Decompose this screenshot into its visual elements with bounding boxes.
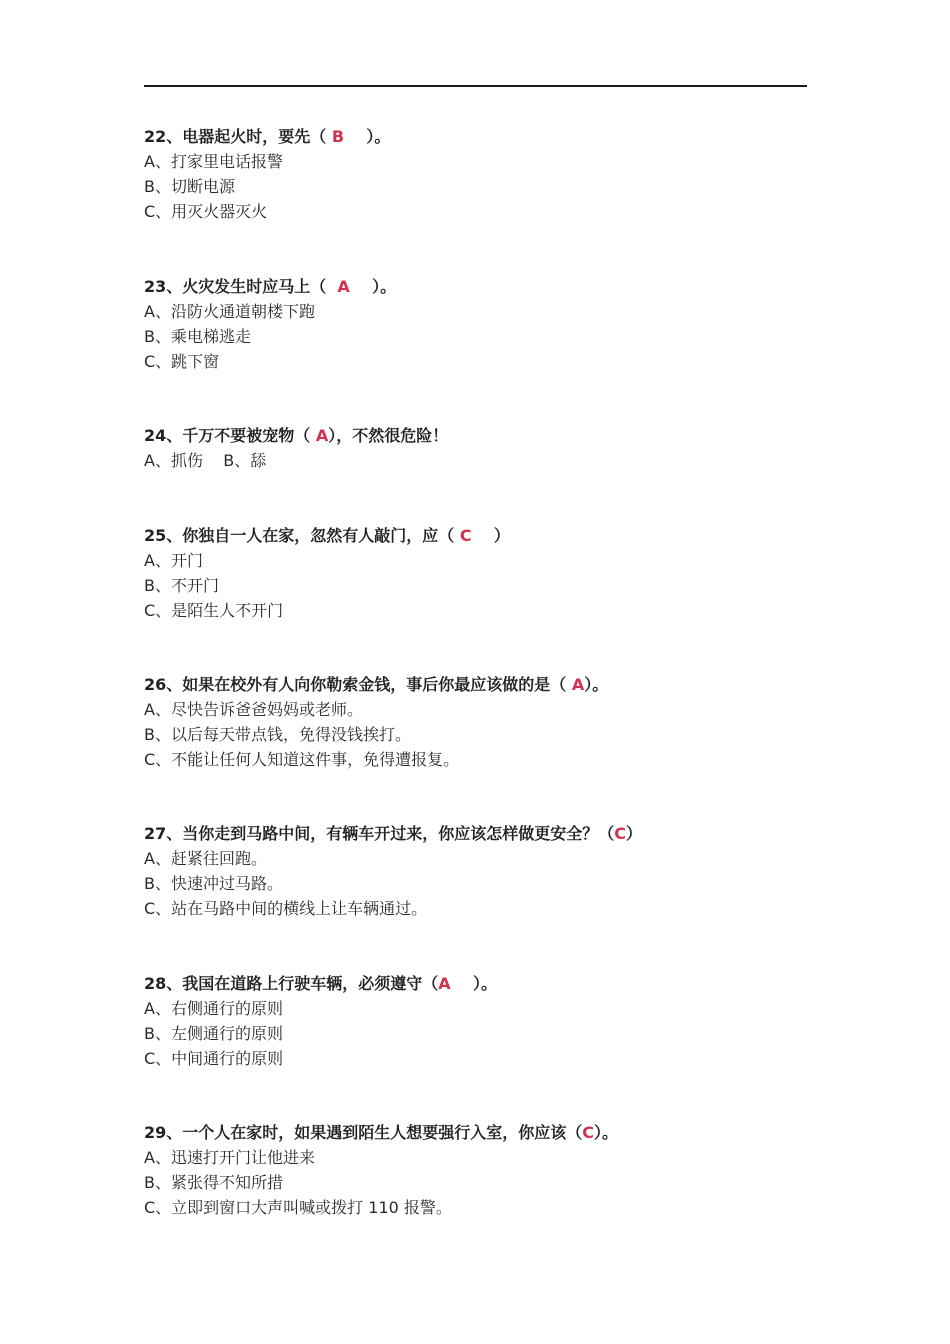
option-b: B、以后每天带点钱，免得没钱挨打。 [144,725,411,744]
option-a: A、迅速打开门让他进来 [144,1148,315,1167]
stem-text: 22、电器起火时，要先（ [144,127,332,146]
answer-letter: B [331,127,345,146]
question-24 [144,423,824,473]
stem-tail: ）。 [594,1123,619,1142]
answer-letter: C [582,1123,595,1142]
answer-letter: C [459,526,472,545]
question-stem [144,1120,824,1145]
stem-tail: ） [471,526,510,545]
question-29 [144,1120,824,1220]
question-stem [144,672,824,697]
stem-tail: ）。 [344,127,391,146]
stem-tail: ） [626,824,643,843]
option-b: B、乘电梯逃走 [144,327,251,346]
stem-text: 26、如果在校外有人向你勒索金钱，事后你最应该做的是（ [144,675,572,694]
option-c: C、跳下窗 [144,352,220,371]
answer-letter: A [337,277,350,296]
option-b: B、不开门 [144,576,219,595]
option-c: C、中间通行的原则 [144,1049,284,1068]
question-stem [144,124,824,149]
answer-letter: A [438,974,451,993]
option-b: B、快速冲过马路。 [144,874,283,893]
option-a: A、右侧通行的原则 [144,999,283,1018]
option-ab: A、抓伤 B、舔 [144,451,267,470]
question-stem [144,971,824,996]
option-c: C、用灭火器灭火 [144,202,268,221]
question-stem [144,274,824,299]
question-23 [144,274,824,374]
option-c: C、是陌生人不开门 [144,601,284,620]
stem-tail: ），不然很危险！ [328,426,449,445]
option-a: A、打家里电话报警 [144,152,283,171]
question-22 [144,124,824,224]
stem-tail: ）。 [450,974,497,993]
option-a: A、开门 [144,551,203,570]
question-26 [144,672,824,772]
question-stem [144,821,824,846]
option-b: B、切断电源 [144,177,235,196]
stem-text: 24、千万不要被宠物（ [144,426,316,445]
stem-text: 27、当你走到马路中间，有辆车开过来，你应该怎样做更安全？（ [144,824,615,843]
stem-tail: ）。 [349,277,397,296]
option-c: C、不能让任何人知道这件事，免得遭报复。 [144,750,460,769]
stem-text: 29、一个人在家时，如果遇到陌生人想要强行入室，你应该（ [144,1123,583,1142]
option-a: A、尽快告诉爸爸妈妈或老师。 [144,700,363,719]
stem-text: 25、你独自一人在家，忽然有人敲门，应（ [144,526,460,545]
answer-letter: C [614,824,627,843]
stem-text: 28、我国在道路上行驶车辆，必须遵守（ [144,974,439,993]
option-b: B、左侧通行的原则 [144,1024,283,1043]
option-c: C、立即到窗口大声叫喊或拨打 110 报警。 [144,1198,452,1217]
question-27 [144,821,824,921]
question-stem [144,523,824,548]
question-stem [144,423,824,448]
header-rule [144,85,807,87]
answer-letter: A [571,675,585,694]
question-25 [144,523,824,623]
option-a: A、赶紧往回跑。 [144,849,267,868]
stem-tail: ）。 [584,675,609,694]
question-28 [144,971,824,1071]
option-b: B、紧张得不知所措 [144,1173,283,1192]
option-a: A、沿防火通道朝楼下跑 [144,302,315,321]
stem-text: 23、火灾发生时应马上（ [144,277,338,296]
option-c: C、站在马路中间的横线上让车辆通过。 [144,899,428,918]
answer-letter: A [315,426,329,445]
